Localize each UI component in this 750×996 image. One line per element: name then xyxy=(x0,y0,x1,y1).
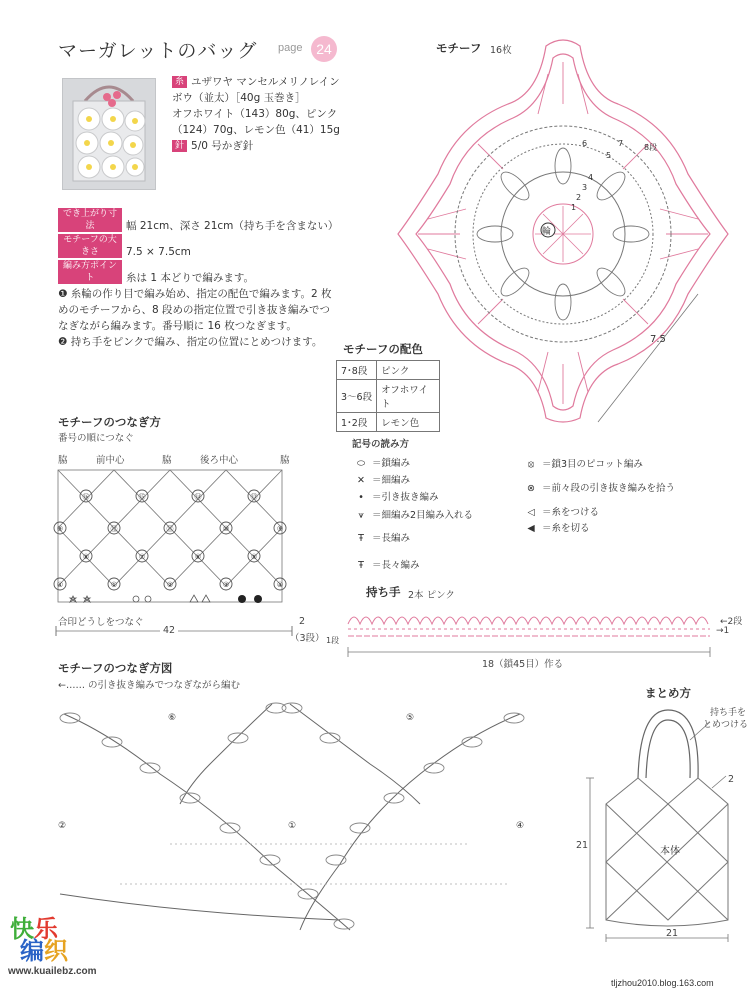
logo-char: 编 xyxy=(20,937,44,965)
handle-chart xyxy=(344,604,720,664)
legend-label: ＝細編み xyxy=(372,475,411,486)
joining-order-top-labels xyxy=(58,452,298,466)
legend-label: ＝引き抜き編み xyxy=(372,492,439,503)
round-label-6: 6 xyxy=(582,139,588,148)
handle-height: 2 xyxy=(299,616,306,627)
legend-label: ＝鎖編み xyxy=(372,458,411,469)
motif-number: ⑨ xyxy=(56,525,64,533)
assembly-handle-offset: 2 xyxy=(728,774,735,785)
motif-number: ⑥ xyxy=(194,553,202,561)
handle-note: 2本 ピンク xyxy=(408,590,455,601)
assembly-handle-note-2: とめつける xyxy=(703,720,749,730)
page-number-badge: 24 xyxy=(311,36,337,62)
joining-chart-subtitle: ←…… の引き抜き編みでつなぎながら編む xyxy=(58,680,240,691)
point-value: 糸は 1 本どりで編みます。 xyxy=(126,272,255,284)
yarn-line-3: オフホワイト（143）80g、ピンク xyxy=(172,108,338,120)
motif-number: ② xyxy=(166,581,174,589)
step-2: ❷ 持ち手をピンクで編み、指定の位置にとめつけます。 xyxy=(58,336,323,348)
chart-motif-1: ① xyxy=(288,821,297,831)
color-rounds: 1･2段 xyxy=(337,413,377,432)
label-front-center: 前中心 xyxy=(96,455,125,466)
bag-photo-illustration xyxy=(63,79,155,189)
round-label-8: 8段 xyxy=(644,143,658,152)
color-rounds: 3〜6段 xyxy=(337,380,377,413)
label-side-1: 脇 xyxy=(58,455,68,466)
joining-order-title: モチーフのつなぎ方 xyxy=(58,415,161,429)
motif-size-tag: モチーフの大きさ xyxy=(58,234,122,258)
color-name: ピンク xyxy=(377,361,440,380)
motif-number: ⑭ xyxy=(194,493,202,501)
handle-rows-note: （3段） xyxy=(290,633,325,644)
round-label-7: 7 xyxy=(618,139,624,148)
joining-chart xyxy=(40,694,560,950)
legend-label: ＝前々段の引き抜き編みを拾う xyxy=(542,483,676,494)
color-name: レモン色 xyxy=(377,413,440,432)
chart-motif-5: ⑤ xyxy=(406,713,415,723)
round-label-5: 5 xyxy=(606,151,612,160)
logo-char: 织 xyxy=(44,937,68,965)
motif-number: ④ xyxy=(276,581,284,589)
step-1-line-2: めのモチーフから、8 段めの指定位置で引き抜き編みでつ xyxy=(58,304,330,316)
handle-length: 18（鎖45目）作る xyxy=(482,659,564,670)
motif-number: ① xyxy=(110,581,118,589)
motif-number: ⑤ xyxy=(250,553,258,561)
chart-motif-2: ② xyxy=(58,821,67,831)
assembly-width: 21 xyxy=(666,928,679,939)
motif-number: ⑮ xyxy=(138,493,146,501)
legend-label: ＝長々編み xyxy=(372,560,420,571)
motif-center-label: 輪 xyxy=(542,227,552,237)
legend-item xyxy=(350,557,420,571)
handle-row-2: ←2段 xyxy=(720,617,743,627)
label-back-center: 後ろ中心 xyxy=(200,455,239,466)
legend-label: ＝細編み2目編み入れる xyxy=(372,510,474,521)
materials-block xyxy=(172,74,372,154)
logo-char: 快 xyxy=(10,915,34,943)
page-title: マーガレットのバッグ xyxy=(58,40,258,62)
motif-title: モチーフ xyxy=(436,41,482,55)
motif-number: ⑩ xyxy=(222,525,230,533)
handle-title: 持ち手 xyxy=(366,585,401,599)
chart-motif-6: ⑥ xyxy=(168,713,177,723)
motif-number: ⑪ xyxy=(166,525,174,533)
assembly-title: まとめ方 xyxy=(645,686,691,700)
color-rounds: 7･8段 xyxy=(337,361,377,380)
specs-block xyxy=(58,208,358,350)
motif-number: ⑫ xyxy=(110,525,118,533)
motif-number: ④ xyxy=(56,581,64,589)
color-row xyxy=(337,361,440,380)
size-value: 幅 21cm、深さ 21cm（持ち手を含まない） xyxy=(126,220,339,232)
legend-item xyxy=(350,455,410,469)
assembly-height: 21 xyxy=(576,840,589,851)
picot-icon: ⦻ xyxy=(527,459,535,470)
joining-order-note: 合印どうしをつなぐ xyxy=(58,617,144,628)
motif-number: ⑧ xyxy=(82,553,90,561)
motif-number: ③ xyxy=(222,581,230,589)
legend-item xyxy=(520,456,643,470)
legend-label: ＝糸をつける xyxy=(542,507,600,518)
handle-row-1: 1段 xyxy=(326,636,340,645)
joining-order-grid xyxy=(52,466,292,612)
color-table-title: モチーフの配色 xyxy=(343,342,423,356)
slip-stitch-icon: • xyxy=(358,492,364,503)
point-tag: 編み方ポイント xyxy=(58,260,122,284)
size-tag: でき上がり寸法 xyxy=(58,208,122,232)
yarn-line-2: ボウ（並太）［40g 玉巻き］ xyxy=(172,92,306,104)
yarn-line-1: ユザワヤ マンセルメリノレイン xyxy=(191,76,340,88)
legend-label: ＝長編み xyxy=(372,533,411,544)
legend-item xyxy=(520,520,590,534)
motif-dimension: 7.5 xyxy=(650,334,666,345)
increase-icon: ⩛ xyxy=(358,510,364,521)
handle-row-1-arrow: →1 xyxy=(716,626,730,636)
pickup-slip-icon: ⊗ xyxy=(527,483,535,494)
step-1-line-1: ❶ 糸輪の作り目で編み始め、指定の配色で編みます。2 枚 xyxy=(58,288,332,300)
motif-number: ⑦ xyxy=(138,553,146,561)
round-label-2: 2 xyxy=(576,193,582,202)
yarn-line-4: （124）70g、レモン色（41）15g xyxy=(172,124,340,136)
logo-char: 乐 xyxy=(34,915,58,943)
round-label-3: 3 xyxy=(582,183,588,192)
assembly-handle-note-1: 持ち手を xyxy=(710,708,747,718)
treble-crochet-icon: Ŧ xyxy=(358,560,364,571)
color-row xyxy=(337,413,440,432)
hook-tag: 針 xyxy=(172,140,187,152)
label-side-2: 脇 xyxy=(162,455,172,466)
page-label: page xyxy=(278,42,303,54)
color-row xyxy=(337,380,440,413)
site-logo xyxy=(10,915,68,965)
legend-item xyxy=(520,504,599,518)
legend-item xyxy=(350,489,439,503)
blog-url[interactable]: tljzhou2010.blog.163.com xyxy=(611,978,714,988)
yarn-tag: 糸 xyxy=(172,76,187,88)
cut-yarn-icon: ◀ xyxy=(527,523,535,534)
motif-number: ⑨ xyxy=(276,525,284,533)
legend-item xyxy=(520,480,675,494)
color-name: オフホワイト xyxy=(377,380,440,413)
round-label-1: 1 xyxy=(571,203,577,212)
legend-item xyxy=(350,472,410,486)
joining-order-subtitle: 番号の順につなぐ xyxy=(58,433,134,444)
chart-motif-4: ④ xyxy=(516,821,525,831)
assembly-diagram xyxy=(580,700,748,950)
joining-chart-title: モチーフのつなぎ方図 xyxy=(58,661,173,675)
hook-size: 5/0 号かぎ針 xyxy=(191,140,254,152)
chain-stitch-icon: ⬭ xyxy=(356,458,366,469)
motif-size-value: 7.5 × 7.5cm xyxy=(126,246,191,258)
bag-photo xyxy=(62,78,156,190)
round-label-4: 4 xyxy=(588,173,594,182)
logo-url[interactable]: www.kuailebz.com xyxy=(8,966,97,977)
step-1-line-3: なぎながら編みます。番号順に 16 枚つなぎます。 xyxy=(58,320,297,332)
legend-item xyxy=(350,507,473,521)
legend-item xyxy=(350,530,410,544)
motif-count: 16枚 xyxy=(490,45,512,56)
single-crochet-icon: ✕ xyxy=(357,475,365,486)
legend-label: ＝鎖3目のピコット編み xyxy=(542,459,643,470)
legend-title: 記号の読み方 xyxy=(352,439,410,450)
legend-label: ＝糸を切る xyxy=(542,523,590,534)
joining-order-width: 42 xyxy=(160,625,178,636)
label-side-3: 脇 xyxy=(280,455,290,466)
assembly-body-label: 本体 xyxy=(660,846,680,857)
attach-yarn-icon: ◁ xyxy=(527,507,535,518)
double-crochet-icon: Ŧ xyxy=(358,533,364,544)
motif-number: ⑯ xyxy=(82,493,90,501)
motif-number: ⑬ xyxy=(250,493,258,501)
color-table xyxy=(336,360,440,432)
